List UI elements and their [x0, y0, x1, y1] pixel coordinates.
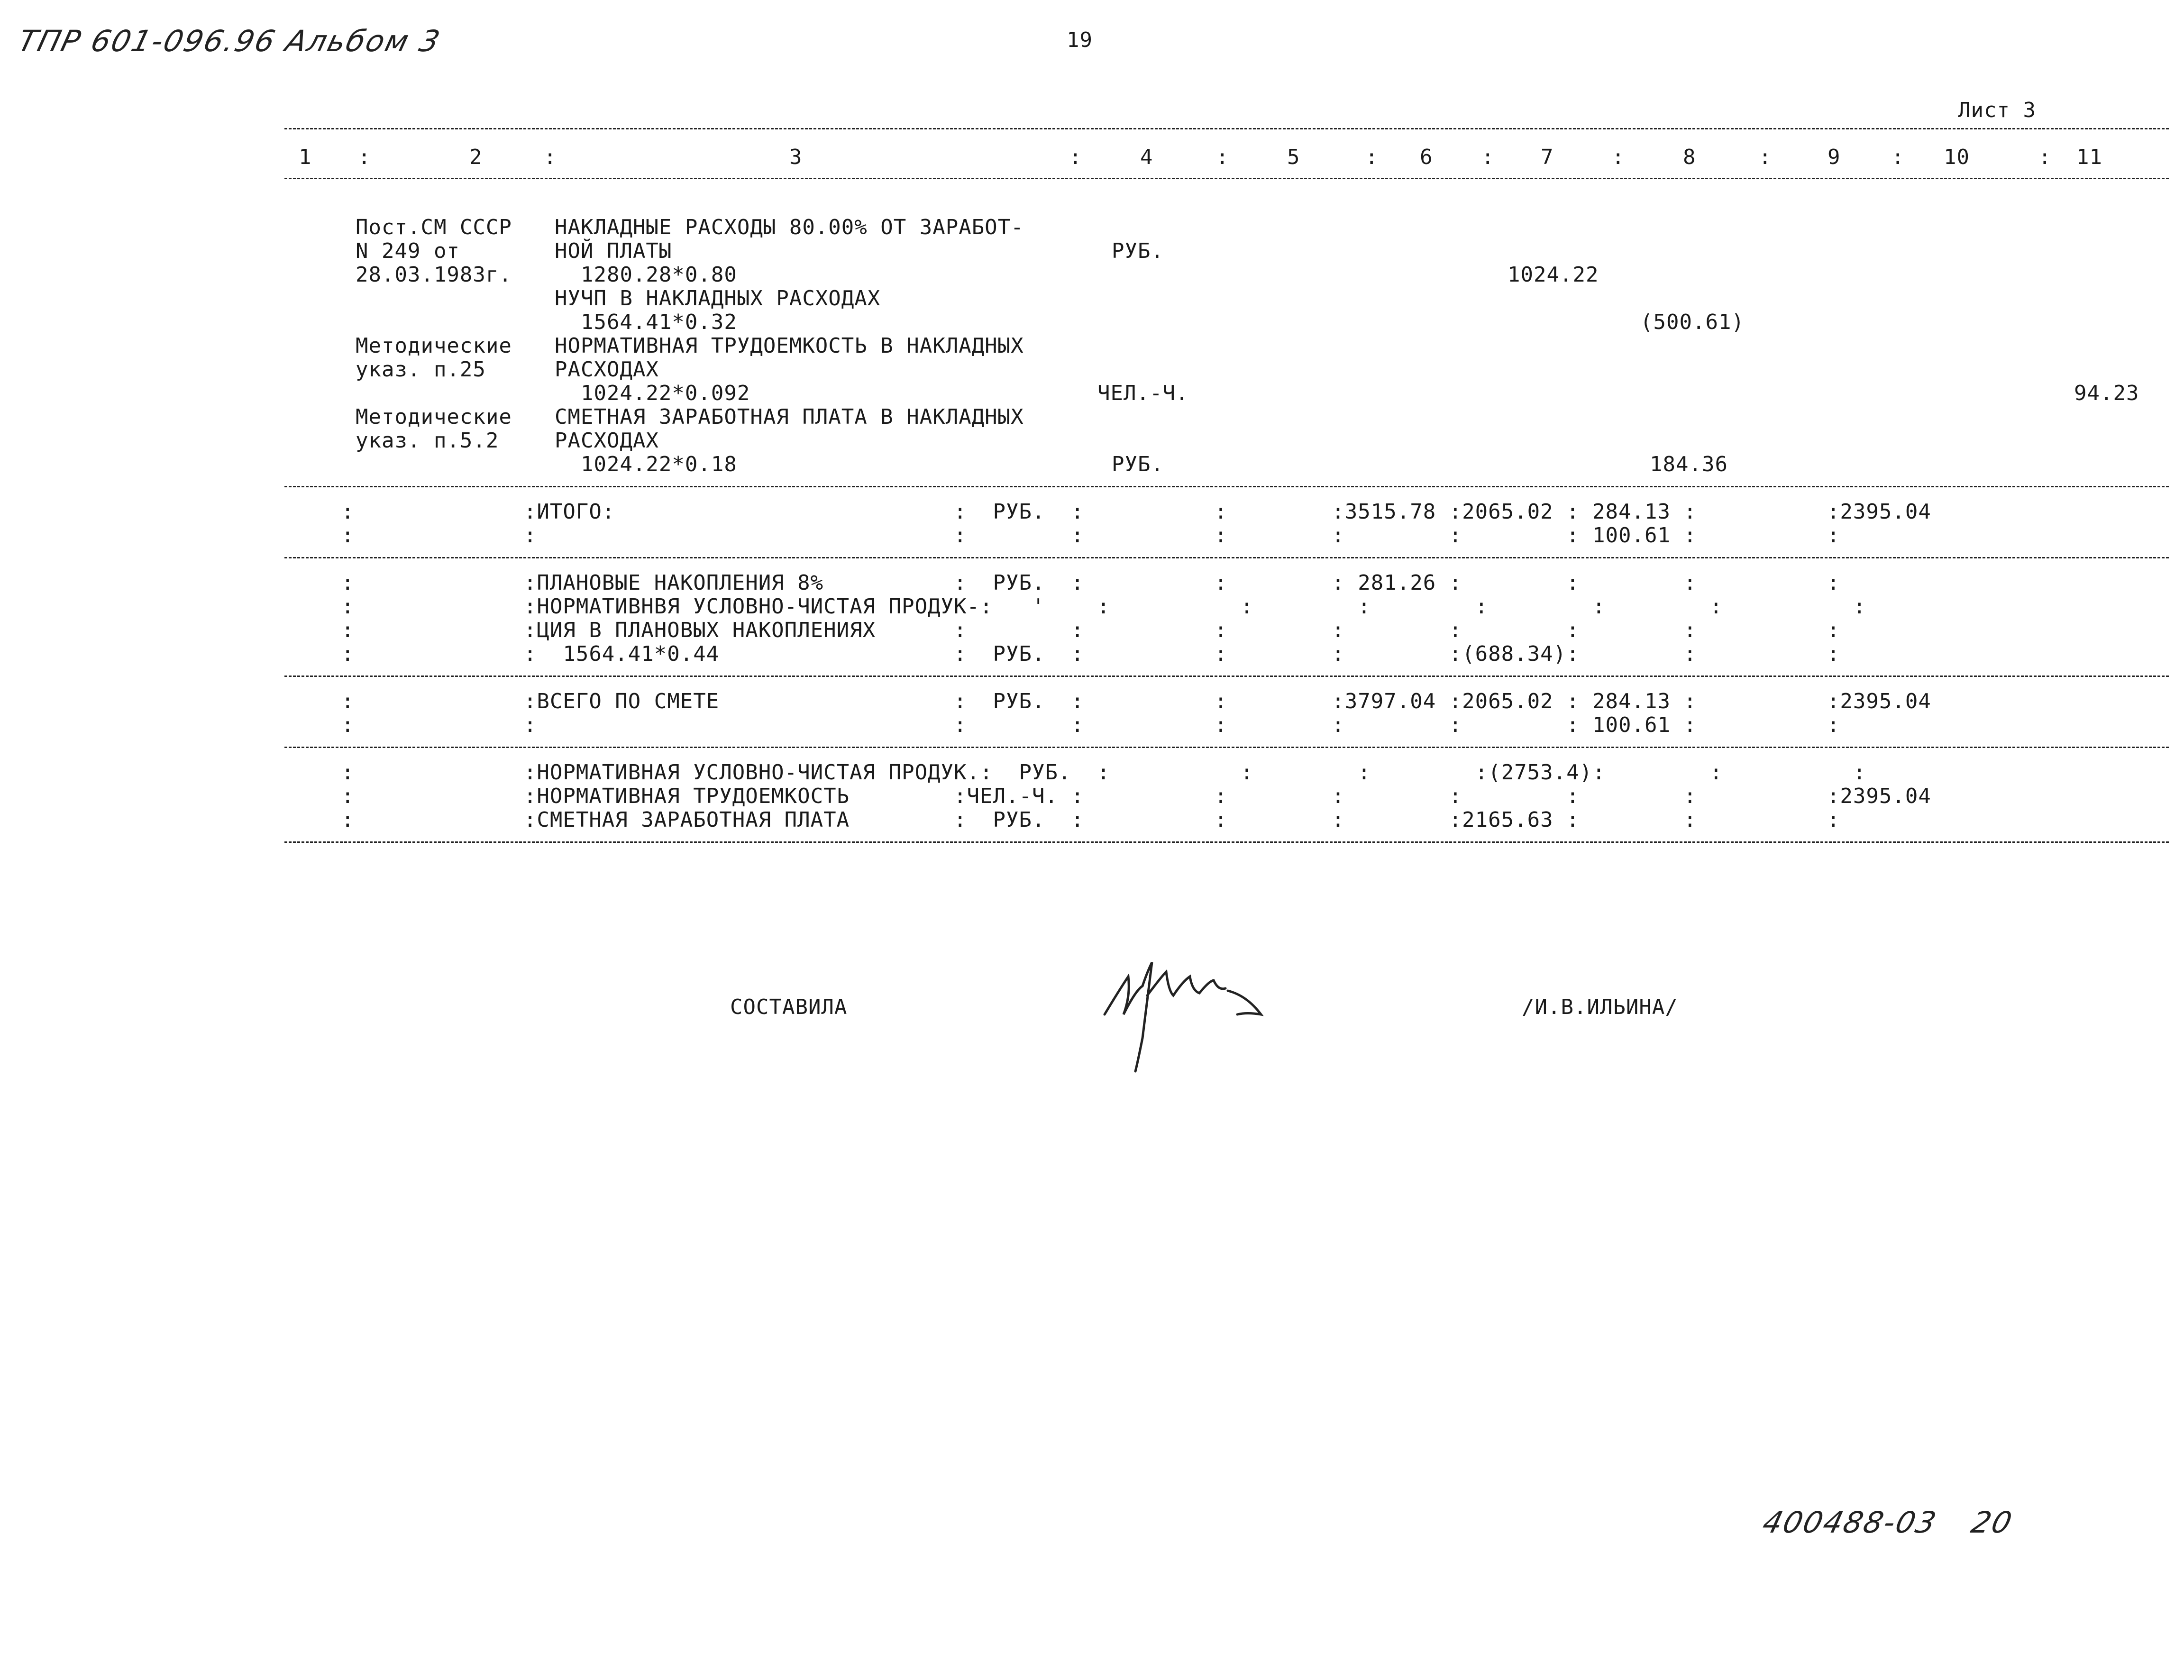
- section-rule: [284, 841, 2169, 843]
- reference-cell: Методические: [356, 334, 512, 358]
- summary-row: : : : : : : : : 100.61 : :: [341, 713, 1840, 737]
- column-separator: :: [1892, 145, 1905, 169]
- description-cell: НАКЛАДНЫЕ РАСХОДЫ 80.00% ОТ ЗАРАБОТ-: [555, 215, 1024, 239]
- summary-row: : : 1564.41*0.44 : РУБ. : : : :(688.34): : :: [341, 642, 1840, 666]
- handwritten-page-number: 20: [1967, 1505, 2017, 1540]
- unit-cell: РУБ.: [1112, 452, 1164, 476]
- sheet-label: Лист 3: [1958, 98, 2036, 122]
- summary-row: : :ИТОГО: : РУБ. : : :3515.78 :2065.02 : 284.13 : :2395.04: [341, 500, 1931, 524]
- summary-row: : :НОРМАТИВНАЯ УСЛОВНО-ЧИСТАЯ ПРОДУК.: РУБ. : : : :(2753.4): : :: [341, 760, 1866, 785]
- summary-row: : :НОРМАТИВНАЯ ТРУДОЕМКОСТЬ :ЧЕЛ.-Ч. : : : : : : :2395.04: [341, 784, 1931, 808]
- column-separator: :: [544, 145, 557, 169]
- handwritten-signature: [1090, 943, 1289, 1081]
- column-number: 5: [1287, 145, 1300, 169]
- column8-value: (500.61): [1640, 310, 1745, 334]
- column11-value: 94.23: [2074, 381, 2139, 405]
- description-cell: НОРМАТИВНАЯ ТРУДОЕМКОСТЬ В НАКЛАДНЫХ: [555, 334, 1024, 358]
- section-rule: [284, 747, 2169, 748]
- handwritten-archive-number: 400488-03: [1759, 1505, 1941, 1540]
- compiled-by-label: СОСТАВИЛА: [730, 995, 848, 1019]
- summary-row: : :СМЕТНАЯ ЗАРАБОТНАЯ ПЛАТА : РУБ. : : : :2165.63 : : :: [341, 808, 1840, 832]
- column-separator: :: [1481, 145, 1495, 169]
- section-rule: [284, 486, 2169, 487]
- summary-row: : :НОРМАТИВНВЯ УСЛОВНО-ЧИСТАЯ ПРОДУК-: ' : : : : : : :: [341, 594, 1866, 619]
- column-separator: :: [358, 145, 371, 169]
- description-cell: НУЧП В НАКЛАДНЫХ РАСХОДАХ: [555, 286, 881, 310]
- header-top-rule: [284, 128, 2169, 129]
- summary-row: : :ВСЕГО ПО СМЕТЕ : РУБ. : : :3797.04 :2065.02 : 284.13 : :2395.04: [341, 689, 1931, 713]
- reference-cell: N 249 от: [356, 239, 460, 263]
- column-separator: :: [1365, 145, 1379, 169]
- column-number: 3: [789, 145, 803, 169]
- column-separator: :: [1216, 145, 1229, 169]
- column-number: 10: [1944, 145, 1970, 169]
- section-rule: [284, 676, 2169, 677]
- compiler-name: /И.В.ИЛЬИНА/: [1522, 995, 1678, 1019]
- description-cell: РАСХОДАХ: [555, 429, 659, 453]
- column-number: 2: [469, 145, 483, 169]
- section-rule: [284, 557, 2169, 558]
- formula-cell: 1280.28*0.80: [555, 263, 737, 287]
- formula-cell: 1564.41*0.32: [555, 310, 737, 334]
- column7-value: 1024.22: [1508, 263, 1599, 287]
- reference-cell: Пост.СМ СССР: [356, 215, 512, 239]
- header-bottom-rule: [284, 178, 2169, 179]
- unit-cell: РУБ.: [1112, 239, 1164, 263]
- column-separator: :: [1759, 145, 1772, 169]
- column-number: 4: [1140, 145, 1153, 169]
- column-number: 1: [299, 145, 312, 169]
- reference-cell: Методические: [356, 405, 512, 429]
- column-number: 7: [1541, 145, 1554, 169]
- column-separator: :: [1612, 145, 1625, 169]
- column-number: 9: [1828, 145, 1841, 169]
- summary-row: : :ЦИЯ В ПЛАНОВЫХ НАКОПЛЕНИЯХ : : : : : : : :: [341, 618, 1840, 642]
- summary-row: : :ПЛАНОВЫЕ НАКОПЛЕНИЯ 8% : РУБ. : : : 281.26 : : : :: [341, 571, 1840, 595]
- reference-cell: указ. п.5.2: [356, 429, 499, 453]
- page-number: 19: [1067, 28, 1093, 52]
- column-separator: :: [2038, 145, 2052, 169]
- description-cell: СМЕТНАЯ ЗАРАБОТНАЯ ПЛАТА В НАКЛАДНЫХ: [555, 405, 1024, 429]
- column-number: 8: [1683, 145, 1696, 169]
- reference-cell: 28.03.1983г.: [356, 263, 512, 287]
- handwritten-document-code: ТПР 601-096.96 Альбом 3: [14, 24, 445, 58]
- formula-cell: 1024.22*0.092: [555, 381, 750, 405]
- reference-cell: указ. п.25: [356, 357, 486, 382]
- description-cell: НОЙ ПЛАТЫ: [555, 239, 672, 263]
- column-number: 11: [2076, 145, 2102, 169]
- unit-cell: ЧЕЛ.-Ч.: [1097, 381, 1189, 405]
- formula-cell: 1024.22*0.18: [555, 452, 737, 476]
- column-separator: :: [1069, 145, 1082, 169]
- description-cell: РАСХОДАХ: [555, 357, 659, 382]
- summary-row: : : : : : : : : 100.61 : :: [341, 523, 1840, 548]
- column-number: 6: [1420, 145, 1433, 169]
- column8-value: 184.36: [1650, 452, 1728, 476]
